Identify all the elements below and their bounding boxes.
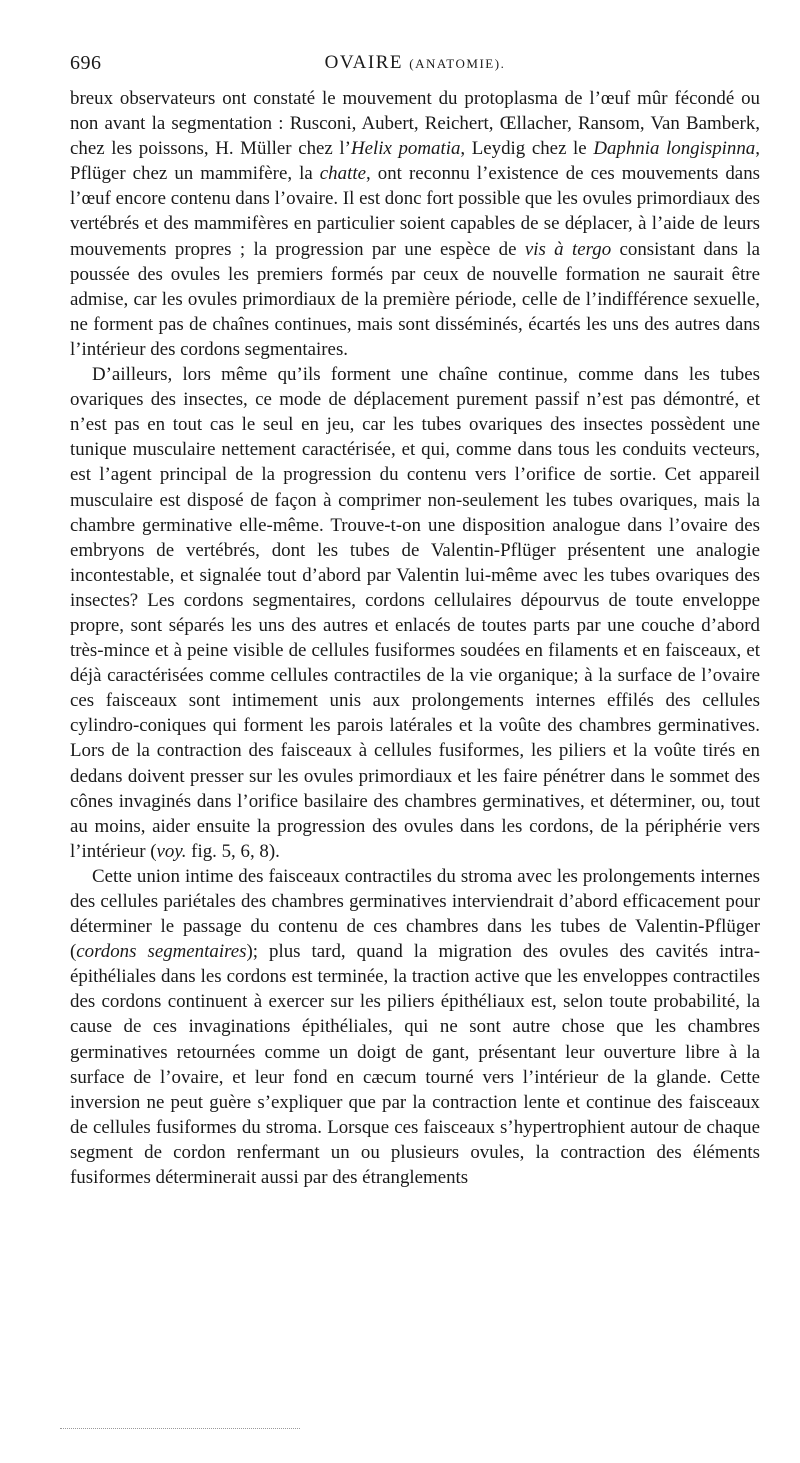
text-segment: fig. 5, 6, 8). — [186, 840, 280, 862]
running-head-subtitle: (ANATOMIE). — [409, 56, 506, 71]
paragraph-3 — [70, 864, 760, 1190]
text-segment: ); plus tard, quand la migration des ovules des cavités intra-épithéliales dans les cordons est terminée, la traction active que les enveloppes contractiles des cordons continuent à exercer sur les piliers épithéliaux est, selon toute probabilité, la cause de ces invaginations épithéliales, qui ne sont autre chose que les chambres germinatives retournées comme un doigt de gant, présentant leur ouverture libre à la surface de l’ovaire, et leur fond en cæcum tourné vers l’intérieur de la glande. Cette inversion ne peut guère s’expliquer que par la contraction lente et continue des faisceaux de cellules fusiformes du stroma. Lorsque ces faisceaux s’hypertrophient autour de chaque segment de cordon renfermant un ou plusieurs ovules, la contraction des éléments fusiformes déterminerait aussi par des étranglements — [70, 941, 761, 1189]
text-segment: Cette union intime des faisceaux contractiles du stroma avec les prolongements internes des cellules pariétales des chambres germinatives interviendrait d’abord efficacement pour déterminer le passage du contenu de ces chambres dans les tubes de Valentin-Pflüger ( — [70, 865, 760, 963]
text-segment: breux observateurs ont constaté le mouvement du protoplasma de l’œuf mûr fécondé ou non avant la segmentation : Rusconi, Aubert, Reichert, Œllacher, Ransom, Van Bamberk, chez les poissons, H. Müller chez l’ — [70, 88, 760, 160]
paragraph-2 — [70, 362, 760, 864]
running-head — [70, 52, 760, 74]
footer-rule — [60, 1428, 300, 1429]
paragraph-1 — [70, 86, 760, 362]
italic-text-segment: Helix pomatia — [350, 138, 461, 160]
italic-text-segment: chatte — [319, 163, 366, 185]
running-head-subtitle-text: ANATOMIE — [415, 56, 495, 71]
italic-text-segment: vis à tergo — [524, 238, 612, 260]
page-number: 696 — [70, 52, 102, 74]
text-segment: consistant dans la poussée des ovules les premiers formés par ceux de nouvelle formation ne saurait être admise, car les ovules primordiaux de la première période, celle de l’indifférence sexuelle, ne forment pas de chaînes continues, mais sont disséminés, écartés les uns des autres dans l’intérieur des cordons segmentaires. — [70, 238, 760, 360]
italic-text-segment: Daphnia longispinna — [593, 138, 756, 160]
italic-text-segment: cordons segmentaires — [76, 941, 247, 963]
text-segment: , Pflüger chez un mammifère, la — [70, 138, 760, 185]
text-segment: , ont reconnu l’existence de ces mouvements dans l’œuf encore contenu dans l’ovaire. Il est donc fort possible que les ovules primordiaux des vertébrés et des mammifères en particulier soient capables de se déplacer, à l’aide de leurs mouvements propres ; la progression par une espèce de — [70, 163, 760, 260]
text-segment: , Leydig chez le — [460, 138, 594, 160]
text-segment: D’ailleurs, lors même qu’ils forment une chaîne continue, comme dans les tubes ovariques des insectes, ce mode de déplacement purement passif n’est pas démontré, et n’est pas en tout cas le seul en jeu, car les tubes ovariques des insectes possèdent une tunique musculaire nettement caractérisée, et qui, comme dans tous les conduits vecteurs, est l’agent principal de la progression du contenu vers l’orifice de sortie. Cet appareil musculaire est disposé de façon à comprimer non-seulement les tubes ovariques, mais la chambre germinative elle-même. Trouve-t-on une disposition analogue dans l’ovaire des embryons de vertébrés, dont les tubes de Valentin-Pflüger présentent une analogie incontestable, et signalée tout d’abord par Valentin lui-même avec les tubes ovariques des insectes? Les cordons segmentaires, cordons cellulaires dépourvus de toute enveloppe propre, sont séparés les uns des autres et enlacés de toutes parts par une couche d’abord très-mince et à peine visible de cellules fusiformes soudées en filaments et en faisceaux, et déjà caractérisées comme cellules contractiles de la vie organique; à la surface de l’ovaire ces faisceaux sont intimement unis aux prolongements internes effilés des cellules cylindro-coniques qui forment les parois latérales et la voûte des chambres germinatives. Lors de la contraction des faisceaux à cellules fusiformes, les piliers et la voûte tirés en dedans doivent presser sur les ovules primordiaux et les faire pénétrer dans le sommet des cônes invaginés dans l’orifice basilaire des chambres germinatives, et déterminer, ou, tout au moins, aider ensuite la progression des ovules dans les cordons, de la périphérie vers l’intérieur ( — [70, 364, 760, 862]
running-head-title: OVAIRE — [324, 52, 403, 73]
page-header — [70, 52, 760, 78]
italic-text-segment: voy. — [156, 840, 187, 862]
body-text — [70, 86, 760, 1190]
